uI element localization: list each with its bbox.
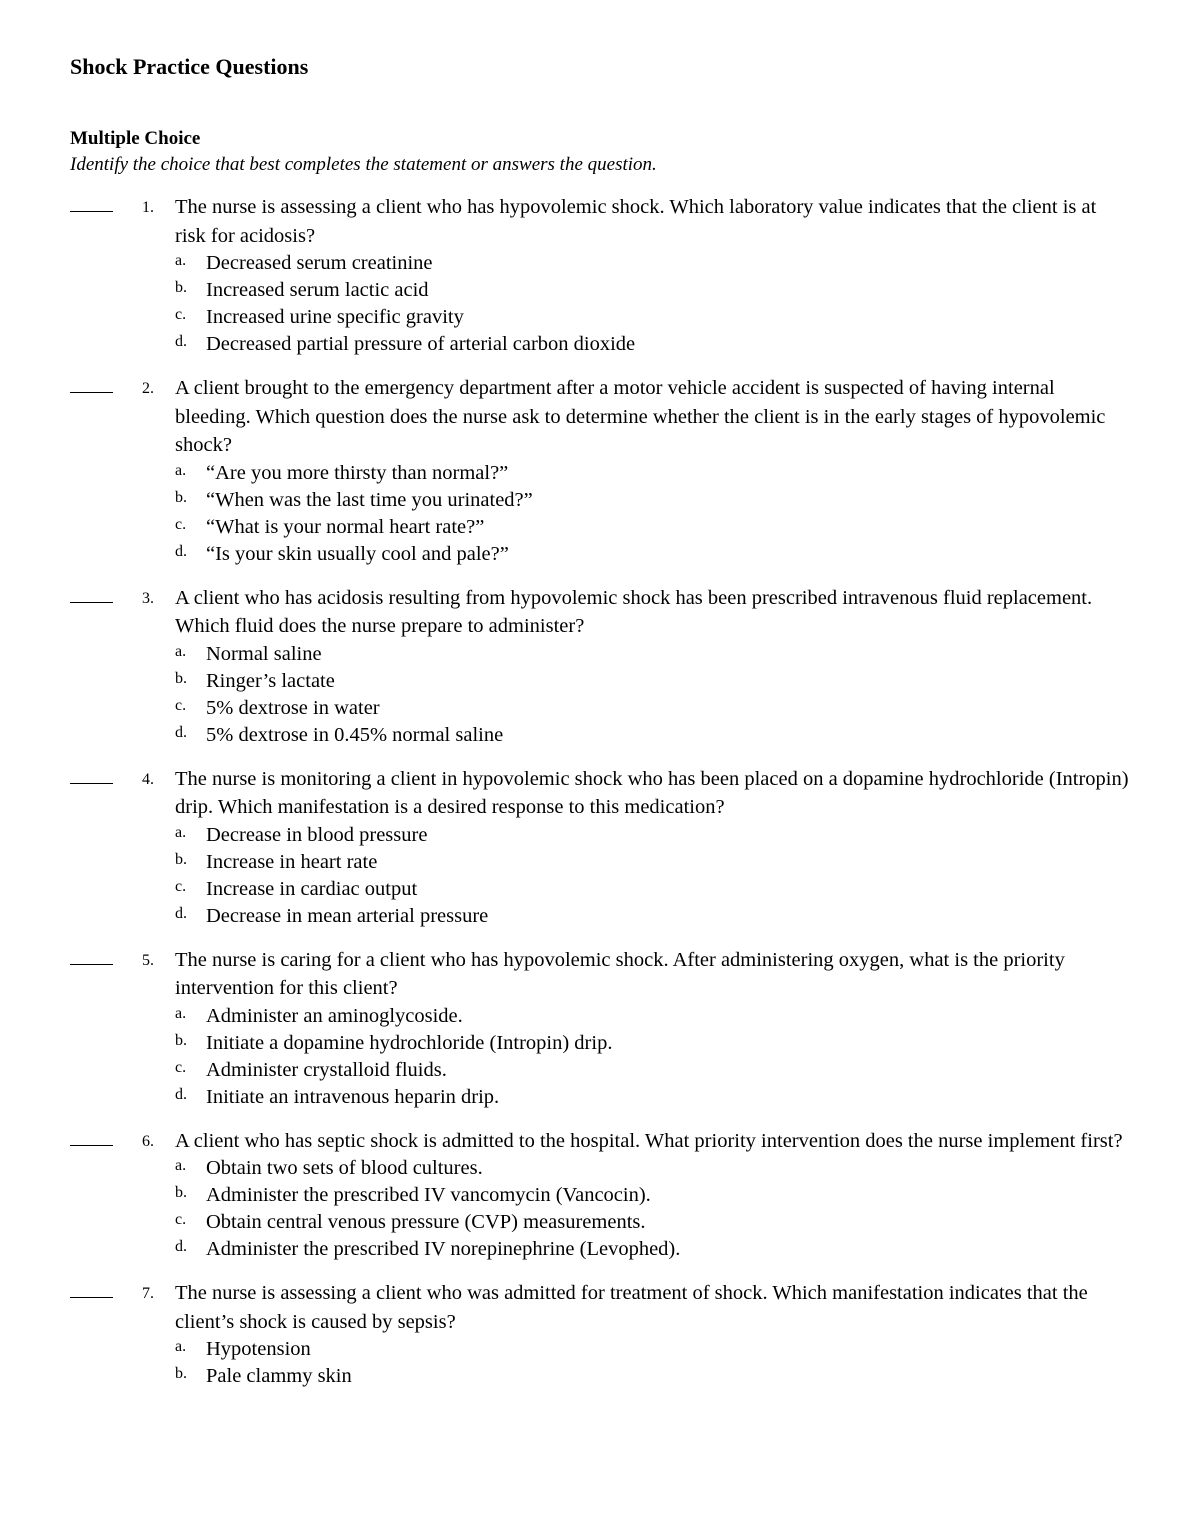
choice-text: Increased serum lactic acid [206,279,429,301]
choice-letter: c. [175,515,187,533]
choice-text: “Are you more thirsty than normal?” [206,461,509,484]
section-title: Multiple Choice [70,128,201,149]
choice-letter: a. [175,823,187,841]
choice-a [175,1336,1130,1363]
choice-text: Administer crystalloid fluids. [206,1058,447,1081]
choice-b [175,1030,1130,1057]
choice-text: 5% dextrose in water [206,696,380,719]
choice-text: Pale clammy skin [206,1365,352,1387]
answer-blank [70,783,113,784]
choice-text: Initiate a dopamine hydrochloride (Intropin) drip. [206,1031,613,1054]
choice-letter: d. [175,1085,187,1103]
question-number: 4. [142,770,154,788]
choice-b [175,1182,1130,1209]
question-number: 5. [142,951,154,969]
choice-text: Ringer’s lactate [206,669,335,692]
choice-text: Obtain central venous pressure (CVP) measurements. [206,1211,646,1233]
question-number: 7. [142,1285,154,1302]
choice-list [175,822,1130,930]
choice-letter: c. [175,1058,187,1076]
choice-text: Decrease in blood pressure [206,823,428,846]
question-stem: The nurse is assessing a client who was admitted for treatment of shock. Which manifestation indicates that the client’s shock is caused by sepsis? [175,1282,1088,1333]
choice-letter: b. [175,850,187,868]
choice-letter: a. [175,1338,187,1355]
question-3 [70,584,1130,749]
choice-text: “When was the last time you urinated?” [206,488,533,511]
choice-letter: c. [175,696,187,714]
question-number: 6. [142,1132,154,1150]
choice-letter: a. [175,642,187,660]
choice-a [175,641,1130,668]
choice-letter: c. [175,1211,187,1228]
choice-d [175,541,1130,568]
choice-text: “What is your normal heart rate?” [206,515,485,538]
choice-c [175,695,1130,722]
answer-blank [70,211,113,212]
choice-d [175,331,1130,358]
choice-text: Administer an aminoglycoside. [206,1004,463,1027]
choice-letter: c. [175,877,187,895]
answer-blank [70,602,113,603]
choice-d [175,722,1130,749]
choice-letter: b. [175,1365,187,1382]
choice-a [175,822,1130,849]
choice-a [175,1155,1130,1182]
choice-letter: b. [175,279,187,296]
choice-text: Increase in cardiac output [206,877,418,900]
choice-text: Decreased partial pressure of arterial carbon dioxide [206,333,636,355]
choice-a [175,250,1130,277]
choice-text: Obtain two sets of blood cultures. [206,1157,483,1179]
answer-blank [70,1297,113,1298]
document-title: Shock Practice Questions [70,54,309,79]
choice-text: Decrease in mean arterial pressure [206,904,489,927]
question-stem: The nurse is caring for a client who has hypovolemic shock. After administering oxygen, what is the priority intervention for this client? [175,948,1065,999]
choice-letter: d. [175,1238,187,1255]
choice-list [175,250,1130,358]
choice-list [175,460,1130,568]
choice-text: “Is your skin usually cool and pale?” [206,542,509,565]
choice-text: Normal saline [206,642,322,665]
question-2 [70,374,1130,568]
question-5 [70,946,1130,1111]
choice-letter: c. [175,306,187,323]
choice-text: Administer the prescribed IV vancomycin (Vancocin). [206,1184,651,1206]
choice-c [175,1209,1130,1236]
choice-b [175,1363,1130,1390]
choice-c [175,876,1130,903]
choice-b [175,849,1130,876]
question-7 [70,1279,1130,1390]
choice-list [175,641,1130,749]
choice-letter: b. [175,1184,187,1201]
choice-letter: b. [175,1031,187,1049]
choice-letter: a. [175,1004,187,1022]
choice-d [175,1084,1130,1111]
question-stem: A client who has septic shock is admitted to the hospital. What priority intervention does the nurse implement first? [175,1129,1123,1152]
choice-text: Administer the prescribed IV norepinephrine (Levophed). [206,1238,681,1260]
question-number: 2. [142,380,154,397]
choice-letter: d. [175,542,187,560]
choice-text: Hypotension [206,1338,311,1360]
question-6 [70,1127,1130,1264]
choice-c [175,304,1130,331]
question-number: 3. [142,589,154,607]
question-stem: A client brought to the emergency department after a motor vehicle accident is suspected of having internal bleeding. Which question does the nurse ask to determine whether the client is in the early stages of hypovolemic shock? [175,377,1106,456]
choice-text: Increase in heart rate [206,850,378,873]
choice-c [175,514,1130,541]
choice-letter: a. [175,461,187,479]
choice-c [175,1057,1130,1084]
choice-text: Decreased serum creatinine [206,252,433,274]
choice-a [175,1003,1130,1030]
choice-letter: d. [175,723,187,741]
choice-b [175,668,1130,695]
choice-list [175,1155,1130,1263]
choice-b [175,277,1130,304]
question-stem: The nurse is monitoring a client in hypovolemic shock who has been placed on a dopamine hydrochloride (Intropin) drip. Which manifestation is a desired response to this medication? [175,767,1129,818]
choice-d [175,903,1130,930]
choice-letter: d. [175,904,187,922]
choice-letter: b. [175,488,187,506]
instructions: Identify the choice that best completes the statement or answers the question. [70,154,657,175]
question-stem: The nurse is assessing a client who has hypovolemic shock. Which laboratory value indicates that the client is at risk for acidosis? [175,196,1097,247]
choice-list [175,1336,1130,1390]
choice-letter: a. [175,1157,187,1174]
choice-a [175,460,1130,487]
choice-b [175,487,1130,514]
question-number: 1. [142,199,154,216]
answer-blank [70,1145,113,1146]
answer-blank [70,392,113,393]
question-stem: A client who has acidosis resulting from hypovolemic shock has been prescribed intravenous fluid replacement. Which fluid does the nurse prepare to administer? [175,586,1093,637]
choice-text: Increased urine specific gravity [206,306,464,328]
answer-blank [70,964,113,965]
question-1 [70,193,1130,358]
question-4 [70,765,1130,930]
document-page [70,52,1130,1406]
choice-d [175,1236,1130,1263]
choice-text: Initiate an intravenous heparin drip. [206,1085,500,1108]
choice-list [175,1003,1130,1111]
question-list [70,193,1130,1390]
choice-letter: d. [175,333,187,350]
choice-letter: b. [175,669,187,687]
choice-letter: a. [175,252,187,269]
choice-text: 5% dextrose in 0.45% normal saline [206,723,504,746]
